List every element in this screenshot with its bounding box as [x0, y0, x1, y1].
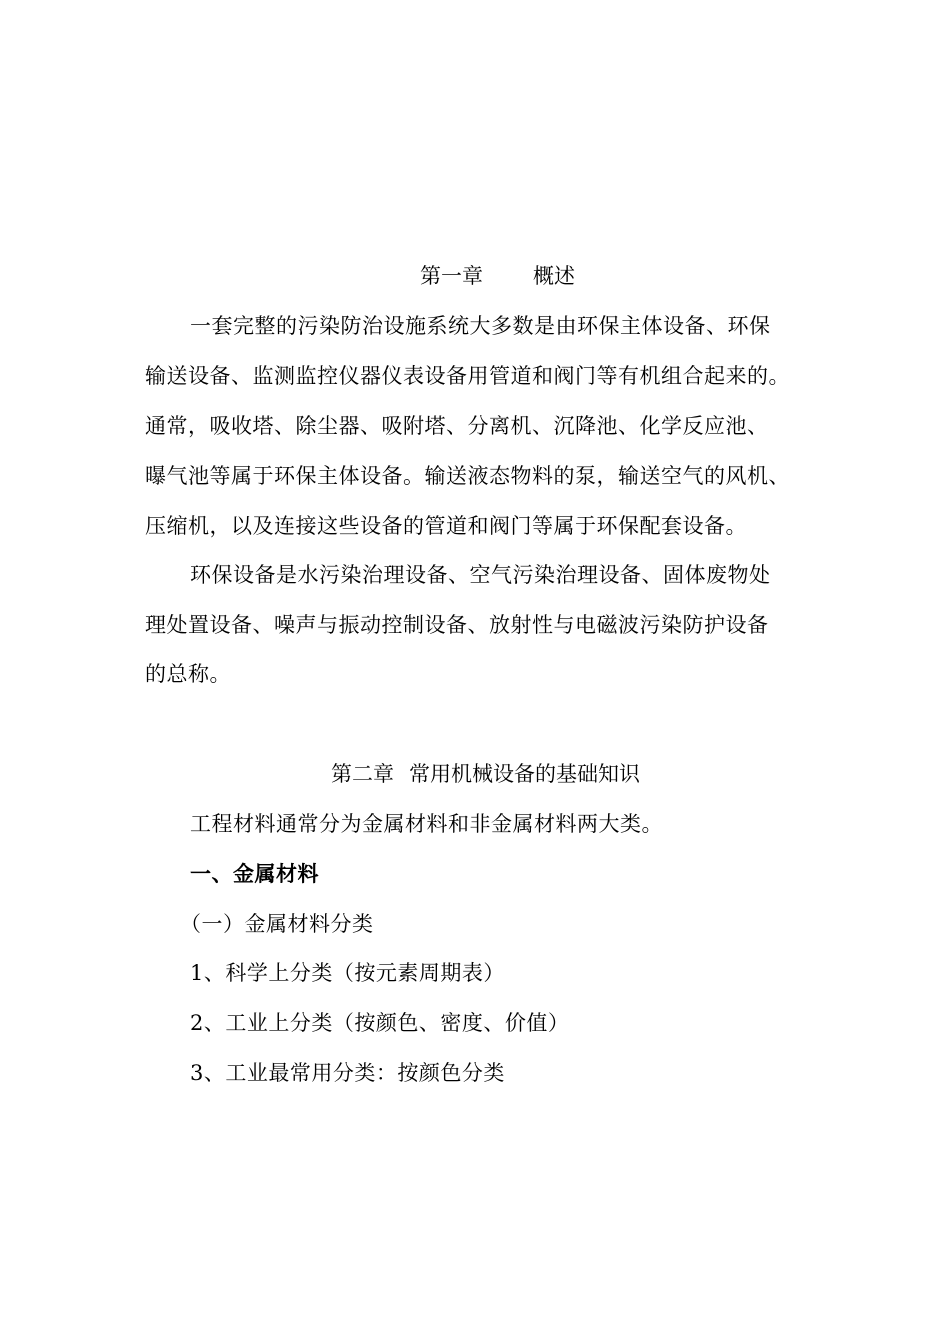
- chapter1-para2-line2: 理处置设备、噪声与振动控制设备、放射性与电磁波污染防护设备: [145, 613, 769, 637]
- chapter1-para2-line3: 的总称。: [145, 662, 231, 686]
- chapter1-para1-line4: 曝气池等属于环保主体设备。输送液态物料的泵，输送空气的风机、: [145, 464, 790, 488]
- section-heading-metal-materials: 一、金属材料: [190, 861, 319, 886]
- chapter1-para1-line1: 一套完整的污染防治设施系统大多数是由环保主体设备、环保: [190, 314, 771, 338]
- chapter1-number: 第一章: [420, 264, 483, 288]
- list-item: 1、科学上分类（按元素周期表）: [190, 961, 505, 985]
- list-item: 2、工业上分类（按颜色、密度、价值）: [190, 1011, 570, 1035]
- chapter1-para1-line2: 输送设备、监测监控仪器仪表设备用管道和阀门等有机组合起来的。: [145, 364, 790, 388]
- list-item: 3、工业最常用分类：按颜色分类: [190, 1061, 505, 1085]
- chapter2-intro: 工程材料通常分为金属材料和非金属材料两大类。: [190, 812, 663, 836]
- chapter1-para1-line5: 压缩机，以及连接这些设备的管道和阀门等属于环保配套设备。: [145, 514, 747, 538]
- chapter1-title: 概述: [533, 264, 575, 288]
- subsection-heading: （一）金属材料分类: [180, 912, 374, 936]
- chapter2-number: 第二章: [331, 762, 394, 786]
- chapter1-para2-line1: 环保设备是水污染治理设备、空气污染治理设备、固体废物处: [190, 563, 771, 587]
- chapter1-para1-line3: 通常，吸收塔、除尘器、吸附塔、分离机、沉降池、化学反应池、: [145, 414, 769, 438]
- chapter2-title: 常用机械设备的基础知识: [409, 762, 640, 786]
